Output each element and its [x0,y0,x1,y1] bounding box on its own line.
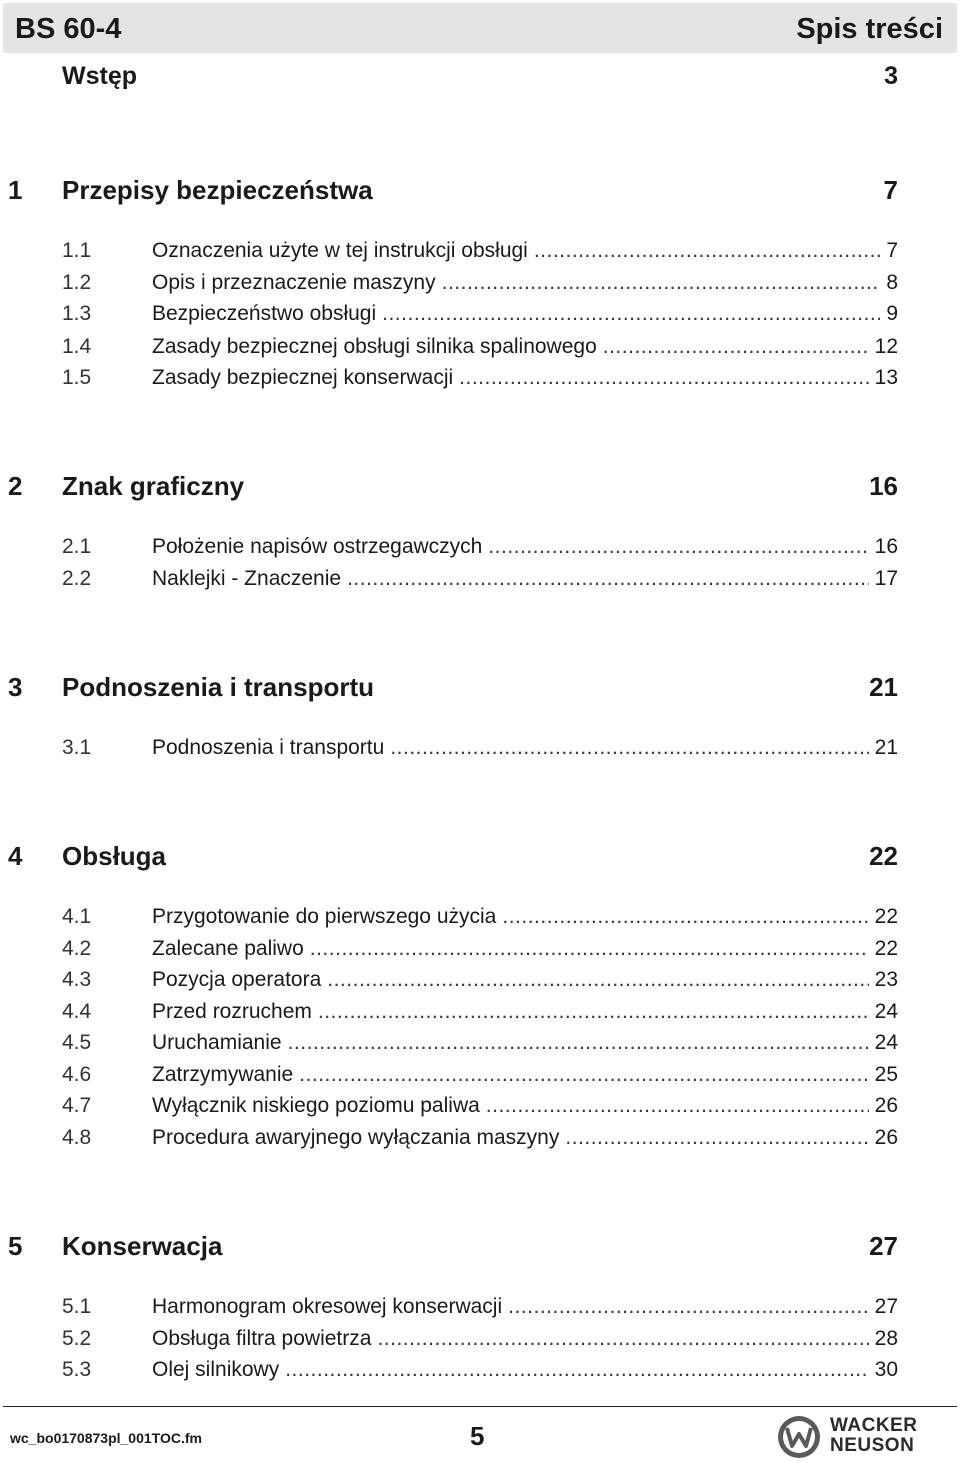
section-title: Konserwacja [62,1231,223,1261]
entry-number: 5.2 [62,1327,92,1350]
toc-entry-1-1[interactable] [0,238,898,264]
toc-intro-page: 3 [884,62,898,90]
entry-title: Wyłącznik niskiego poziomu paliwa [152,1094,480,1117]
toc-entry-4-5[interactable] [0,1030,898,1056]
entry-number: 4.3 [62,968,92,991]
dot-leader [459,365,868,391]
brand-wordmark-line-2: NEUSON [830,1435,915,1456]
toc-entry-3-1[interactable] [0,735,898,761]
entry-number: 4.1 [62,905,92,928]
dot-leader [502,904,868,930]
entry-page: 9 [886,302,898,325]
entry-page: 25 [874,1063,898,1086]
dot-leader [390,735,868,761]
toc-entry-4-6[interactable] [0,1062,898,1088]
section-title: Znak graficzny [62,471,245,501]
dot-leader [285,1357,868,1383]
entry-title: Bezpieczeństwo obsługi [152,302,377,325]
toc-intro-title: Wstęp [62,62,137,90]
entry-page: 21 [874,736,898,759]
entry-number: 4.8 [62,1126,92,1149]
entry-number: 4.5 [62,1031,92,1054]
entry-number: 5.3 [62,1358,92,1381]
entry-title: Procedura awaryjnego wyłączania maszyny [152,1126,560,1149]
entry-number: 5.1 [62,1295,92,1318]
toc-section-1[interactable] [0,175,898,209]
section-page: 21 [869,672,898,702]
entry-title: Przed rozruchem [152,1000,312,1023]
section-title: Podnoszenia i transportu [62,672,375,702]
toc-entry-4-4[interactable] [0,999,898,1025]
dot-leader [377,1326,868,1352]
entry-number: 2.1 [62,535,92,558]
toc-entry-5-1[interactable] [0,1294,898,1320]
entry-title: Podnoszenia i transportu [152,736,385,759]
entry-page: 30 [874,1358,898,1381]
entry-title: Oznaczenia użyte w tej instrukcji obsługi [152,239,528,262]
entry-number: 1.5 [62,366,92,389]
entry-title: Przygotowanie do pierwszego użycia [152,905,497,928]
toc-entry-2-1[interactable] [0,534,898,560]
entry-title: Obsługa filtra powietrza [152,1327,372,1350]
toc-entry-4-2[interactable] [0,936,898,962]
dot-leader [488,534,868,560]
toc-entry-5-2[interactable] [0,1326,898,1352]
section-page: 27 [869,1231,898,1261]
entry-number: 4.6 [62,1063,92,1086]
dot-leader [442,270,881,296]
entry-number: 2.2 [62,567,92,590]
entry-page: 17 [874,567,898,590]
dot-leader [534,238,880,264]
entry-page: 8 [886,271,898,294]
entry-title: Olej silnikowy [152,1358,280,1381]
entry-title: Położenie napisów ostrzegawczych [152,535,483,558]
document-model: BS 60-4 [15,13,122,45]
section-number: 1 [8,175,23,205]
brand-wordmark [830,1416,917,1456]
dot-leader [382,301,880,327]
toc-entry-1-3[interactable] [0,301,898,327]
entry-page: 23 [874,968,898,991]
toc-section-5[interactable] [0,1231,898,1265]
section-page: 16 [869,471,898,501]
brand-logo [776,1414,956,1460]
dot-leader [299,1062,868,1088]
entry-number: 1.4 [62,335,92,358]
entry-page: 7 [886,239,898,262]
entry-number: 3.1 [62,736,92,759]
dot-leader [318,999,869,1025]
entry-title: Zasady bezpiecznej obsługi silnika spalinowego [152,335,597,358]
section-number: 4 [8,841,23,871]
toc-section-4[interactable] [0,841,898,875]
footer-page-number: 5 [470,1421,485,1451]
entry-title: Zasady bezpiecznej konserwacji [152,366,454,389]
entry-page: 13 [874,366,898,389]
document-title: Spis treści [796,13,943,45]
section-number: 2 [8,471,23,501]
entry-number: 1.2 [62,271,92,294]
entry-number: 1.1 [62,239,92,262]
entry-title: Harmonogram okresowej konserwacji [152,1295,503,1318]
dot-leader [288,1030,869,1056]
section-title: Obsługa [62,841,167,871]
entry-page: 26 [874,1126,898,1149]
section-number: 5 [8,1231,23,1261]
entry-page: 24 [874,1000,898,1023]
section-page: 22 [869,841,898,871]
entry-page: 28 [874,1327,898,1350]
entry-title: Zalecane paliwo [152,937,304,960]
footer-divider [3,1406,957,1407]
entry-page: 26 [874,1094,898,1117]
dot-leader [310,936,869,962]
entry-page: 22 [874,937,898,960]
toc-entry-1-4[interactable] [0,334,898,360]
wacker-neuson-w-icon [776,1414,822,1460]
entry-number: 1.3 [62,302,92,325]
entry-page: 27 [874,1295,898,1318]
toc-entry-4-7[interactable] [0,1093,898,1119]
dot-leader [508,1294,869,1320]
footer-filename: wc_bo0170873pl_001TOC.fm [10,1430,202,1446]
toc-section-3[interactable] [0,672,898,706]
dot-leader [327,967,868,993]
toc-entry-5-3[interactable] [0,1357,898,1383]
entry-title: Opis i przeznaczenie maszyny [152,271,436,294]
entry-page: 24 [874,1031,898,1054]
entry-title: Uruchamianie [152,1031,282,1054]
page-header [3,3,957,53]
toc-entry-4-3[interactable] [0,967,898,993]
toc-section-2[interactable] [0,471,898,505]
entry-page: 12 [874,335,898,358]
section-title: Przepisy bezpieczeństwa [62,175,373,205]
toc-entry-2-2[interactable] [0,566,898,592]
entry-number: 4.4 [62,1000,92,1023]
entry-number: 4.7 [62,1094,92,1117]
toc-entry-4-1[interactable] [0,904,898,930]
toc-entry-4-8[interactable] [0,1125,898,1151]
entry-title: Zatrzymywanie [152,1063,294,1086]
entry-title: Naklejki - Znaczenie [152,567,342,590]
dot-leader [347,566,869,592]
toc-entry-1-5[interactable] [0,365,898,391]
entry-page: 22 [874,905,898,928]
section-number: 3 [8,672,23,702]
toc-entry-1-2[interactable] [0,270,898,296]
brand-wordmark-line-1: WACKER [830,1415,918,1436]
dot-leader [565,1125,868,1151]
section-page: 7 [883,175,898,205]
entry-number: 4.2 [62,937,92,960]
toc-intro[interactable] [62,62,898,94]
entry-title: Pozycja operatora [152,968,322,991]
dot-leader [603,334,869,360]
dot-leader [486,1093,869,1119]
entry-page: 16 [874,535,898,558]
